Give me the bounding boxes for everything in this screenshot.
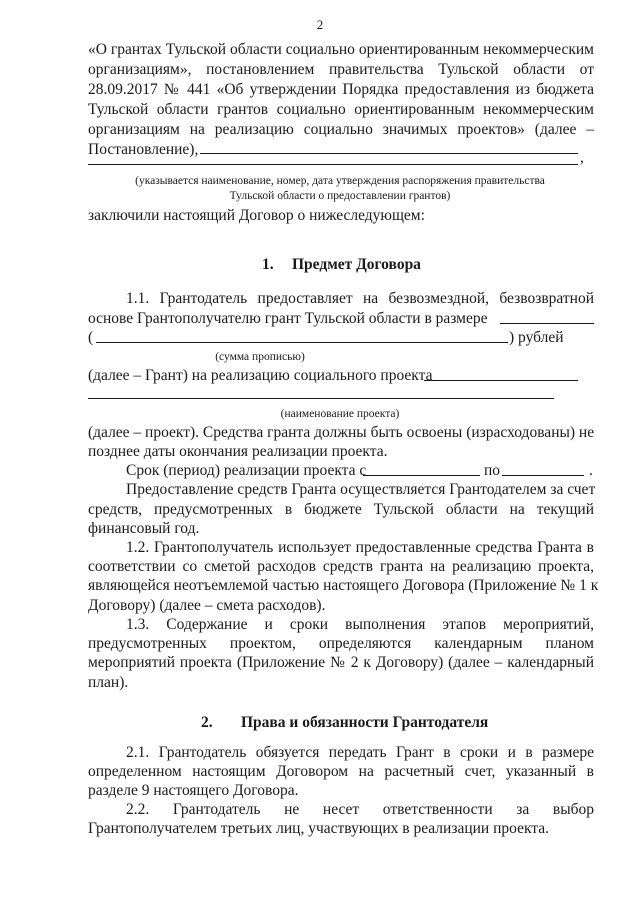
fund-line-3: финансовый год. bbox=[88, 520, 200, 537]
intro-line-5: организациям на реализацию социально значимых проектов» (далее – bbox=[88, 121, 594, 138]
p11-paren-open: ( bbox=[88, 329, 94, 346]
proj-line-1: (далее – проект). Средства гранта должны быть освоены (израсходованы) не bbox=[88, 424, 595, 441]
term-to: по bbox=[484, 462, 501, 479]
p12-line-2: соответствии со сметой расходов средств гранта на реализацию проекта, bbox=[88, 558, 594, 575]
blank-line bbox=[200, 153, 578, 154]
intro-line-3: 28.09.2017 № 441 «Об утверждении Порядка предоставления из бюджета bbox=[88, 81, 594, 98]
grant-line: (далее – Грант) на реализацию социального проекта bbox=[88, 367, 433, 384]
blank-line bbox=[502, 475, 584, 476]
p21-line-3: разделе 9 настоящего Договора. bbox=[88, 782, 299, 799]
intro-line-2: организациям», постановлением правительства Тульской области от bbox=[88, 61, 594, 78]
page-number: 2 bbox=[316, 17, 324, 32]
blank-line bbox=[96, 342, 508, 343]
p11-rub: ) рублей bbox=[509, 329, 564, 346]
sum-words-note: (сумма прописью) bbox=[215, 351, 305, 363]
blank-line bbox=[88, 164, 578, 165]
intro-line-6: Постановление), bbox=[88, 141, 199, 158]
fund-line-1: Предоставление средств Гранта осуществляется Грантодателем за счет bbox=[126, 481, 596, 498]
note-line-1: (указывается наименование, номер, дата утверждения распоряжения правительства bbox=[135, 175, 545, 187]
section-1-title: Предмет Договора bbox=[292, 256, 421, 273]
proj-line-2: позднее даты окончания реализации проекта. bbox=[88, 443, 388, 460]
p12-line-3: являющейся неотъемлемой частью настоящего Договора (Приложение № 1 к bbox=[88, 577, 599, 594]
p22-line-2: Грантополучателем третьих лиц, участвующих в реализации проекта. bbox=[88, 820, 549, 837]
p21-line-1: 2.1. Грантодатель обязуется передать Грант в сроки и в размере bbox=[126, 744, 594, 761]
fund-line-2: средств, предусмотренных в бюджете Тульской области на текущий bbox=[88, 501, 594, 518]
note-line-2: Тульской области о предоставлении грантов) bbox=[229, 190, 451, 202]
concluded-line: заключили настоящий Договор о нижеследующем: bbox=[88, 207, 425, 224]
blank-line bbox=[88, 398, 554, 399]
project-name-note: (наименование проекта) bbox=[280, 408, 400, 420]
blank-line bbox=[424, 380, 578, 381]
term-prefix: Срок (период) реализации проекта с bbox=[126, 462, 367, 479]
p12-line-1: 1.2. Грантополучатель использует предоставленные средства Гранта в bbox=[126, 539, 594, 556]
p13-line-2: предусмотренных проектом, определяются календарным планом bbox=[88, 635, 594, 652]
p11-line-1: 1.1. Грантодатель предоставляет на безвозмездной, безвозвратной bbox=[126, 290, 594, 307]
p22-line-1: 2.2. Грантодатель не несет ответственности за выбор bbox=[126, 801, 594, 818]
blank-line bbox=[363, 475, 480, 476]
p11-line-2: основе Грантополучателю грант Тульской области в размере bbox=[88, 310, 488, 327]
intro-line-1: «О грантах Тульской области социально ориентированным некоммерческим bbox=[88, 41, 594, 58]
p21-line-2: определенном настоящим Договором на расчетный счет, указанный в bbox=[88, 763, 594, 780]
section-2-number: 2. bbox=[201, 714, 213, 731]
section-2-title: Права и обязанности Грантодателя bbox=[241, 714, 489, 731]
p13-line-4: план). bbox=[88, 674, 129, 691]
intro-comma: , bbox=[580, 149, 584, 166]
term-end: . bbox=[589, 462, 593, 479]
blank-line bbox=[500, 323, 594, 324]
p13-line-3: мероприятий проекта (Приложение № 2 к Договору) (далее – календарный bbox=[88, 654, 594, 671]
intro-line-4: Тульской области грантов социально ориентированным некоммерческим bbox=[88, 101, 594, 118]
p13-line-1: 1.3. Содержание и сроки выполнения этапов мероприятий, bbox=[126, 616, 594, 633]
section-1-number: 1. bbox=[262, 256, 274, 273]
p12-line-4: Договору) (далее – смета расходов). bbox=[88, 597, 326, 614]
